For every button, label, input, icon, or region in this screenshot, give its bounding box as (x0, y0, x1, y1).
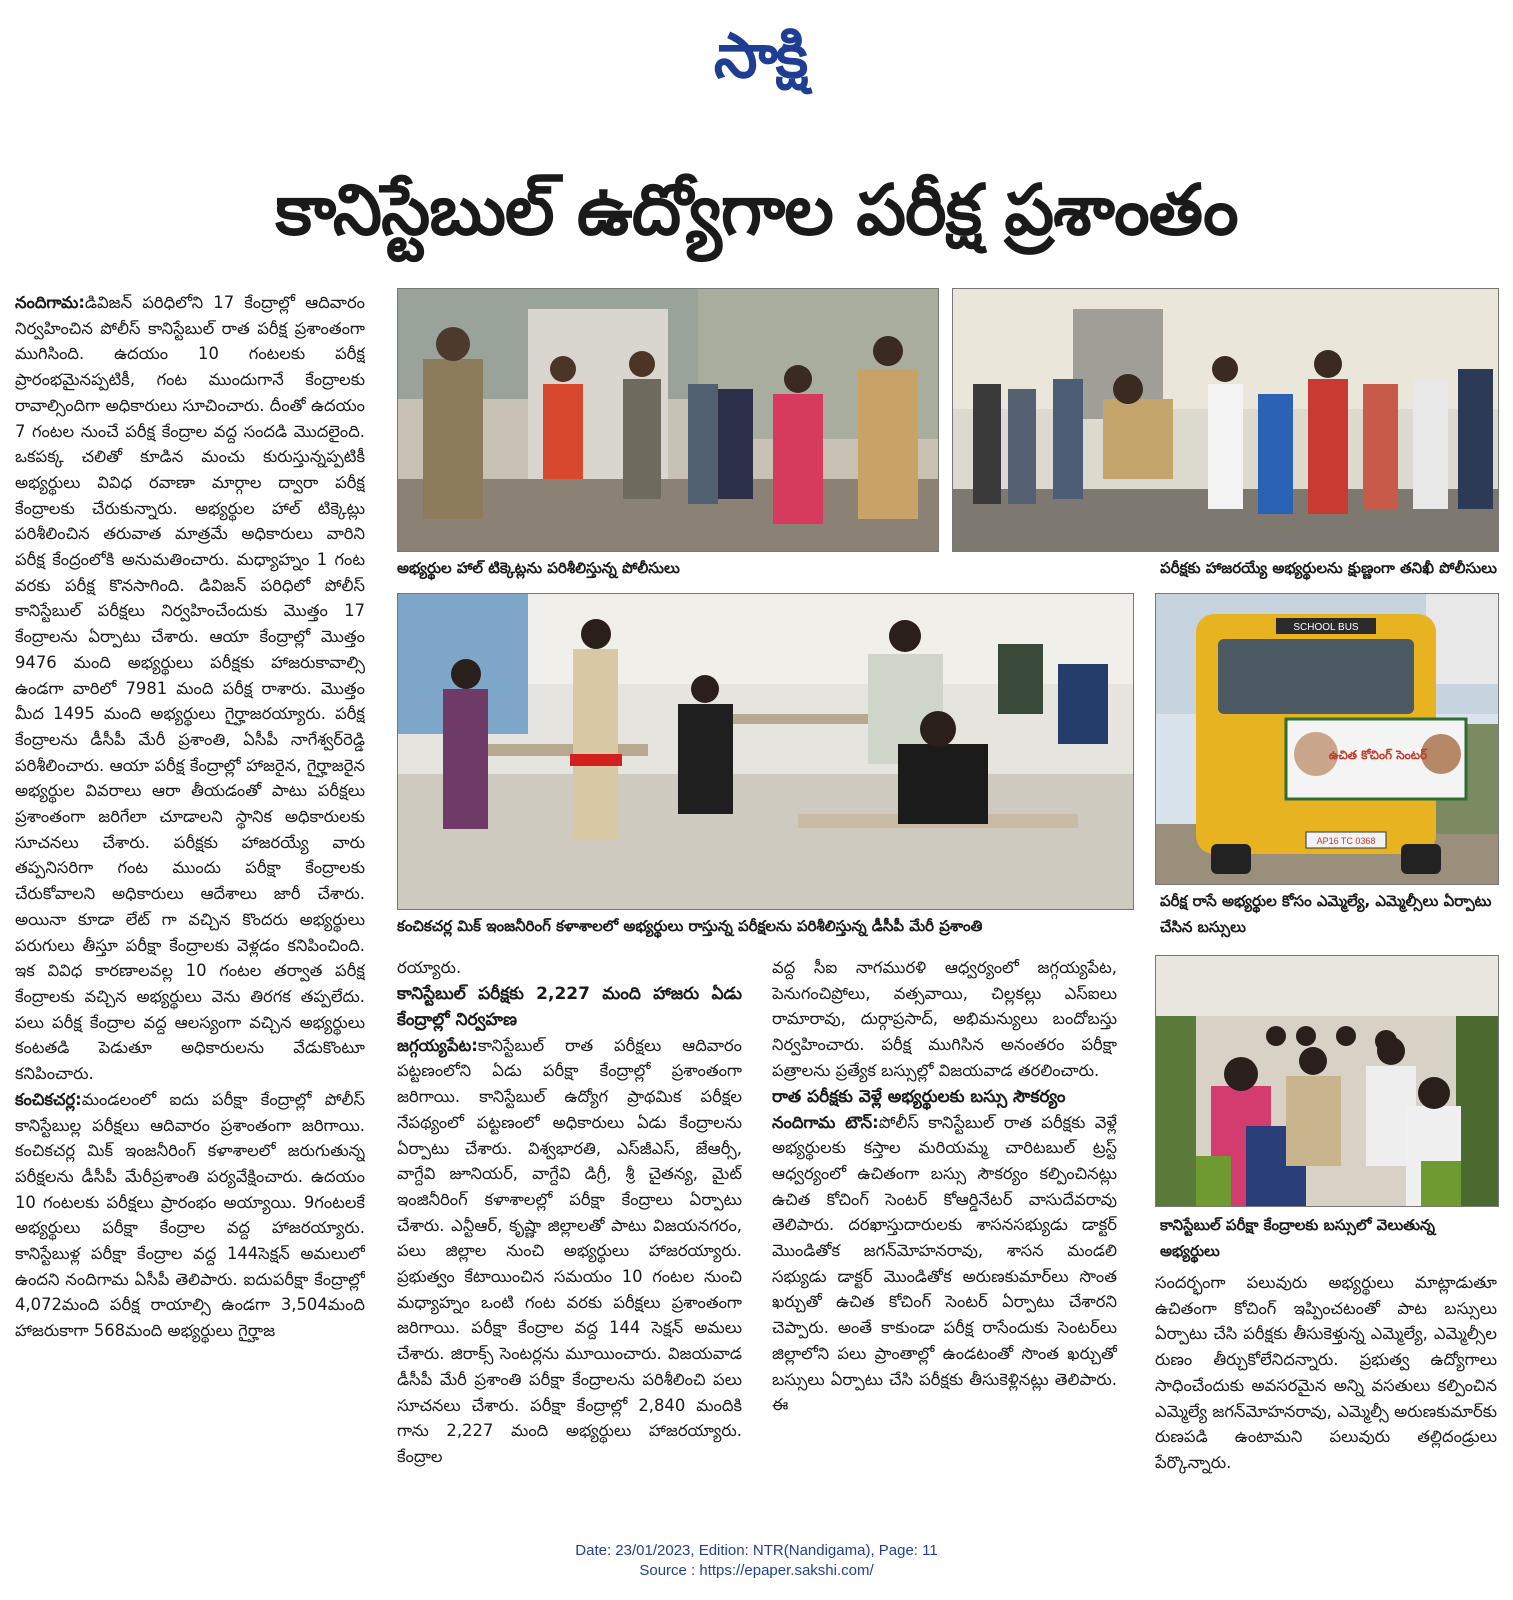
exam-hall-photo-image (398, 594, 1133, 909)
middle-continuation: రయ్యారు. (397, 958, 462, 977)
caption-bus-interior: కానిస్టేబుల్ పరీక్షా కేంద్రాలకు బస్సులో వెలుతున్న అభ్యర్థులు (1160, 1216, 1435, 1260)
bus-plate: AP16 TC 0368 (1316, 836, 1376, 846)
middle-column (397, 955, 742, 1495)
photo-school-bus (1155, 593, 1499, 885)
footer-date-edition: Date: 23/01/2023, Edition: NTR(Nandigama), Page: 11 (575, 1542, 938, 1559)
dateline-jaggayyapeta: జగ్గయ్యపేట: (397, 1035, 478, 1055)
bus-interior-photo-image (1156, 956, 1498, 1206)
middle-text: కానిస్టేబుల్ రాత పరీక్షలు ఆదివారం పట్టణంలోని ఏడు పరీక్షా కేంద్రాల్లో ప్రశాంతంగా జరిగాయి. కానిస్టేబుల్ ఉద్యోగ ప్రాథమిక పరీక్షల నేపథ్యంలో పట్టణంలో అధికారులు ఏడు కేంద్రాలను ఏర్పాటు చేశారు. విశ్వభారతి, ఎస్‌జీఎస్, జేఆర్సీ, వాగ్దేవి జూనియర్, వాగ్దేవి డిగ్రీ, శ్రీ చైతన్య, మైట్ ఇంజినీరింగ్ కళాశాలల్లో పరీక్షా కేంద్రాలు ఏర్పాటు చేశారు. ఎన్టీఆర్, కృష్ణా జిల్లాలతో పాటు విజయనగరం, పలు జిల్లాల నుంచి అభ్యర్థులు హాజరయ్యారు. ప్రభుత్వం కేటాయించిన సమయం 10 గంటల నుంచి మధ్యాహ్నం ఒంటి గంట వరకు పరీక్షలు ప్రశాంతంగా జరిగాయి. పరీక్షా కేంద్రాల వద్ద 144 సెక్షన్ అమలు చేశారు. జిరాక్స్ సెంటర్లను మూయించారు. విజయవాడ డీసీపీ మేరీ ప్రశాంతి పరీక్షా కేంద్రాలను పరిశీలించి పలు సూచనలు చేశారు. పరీక్షా కేంద్రాల్లో 2,840 మందికి గాను 2,227 మంది అభ్యర్థులు హాజరయ్యారు. కేంద్రాల (397, 1035, 742, 1466)
photo-exam-hall (397, 593, 1134, 910)
photo-hall-ticket-check (397, 288, 939, 552)
logo-text: సాక్షి (713, 19, 807, 92)
caption-frisking: పరీక్షకు హాజరయ్యే అభ్యర్థులను క్షుణ్ణంగా తనిఖీ పోలీసులు (1160, 559, 1497, 577)
frisking-photo-image (953, 289, 1498, 551)
dateline-nandigama: నందిగామ: (15, 293, 85, 312)
sakshi-logo (640, 18, 880, 108)
fourth-para: సందర్భంగా పలువురు అభ్యర్థులు మాట్లాడుతూ ఉచితంగా కోచింగ్ ఇప్పించటంతో పాట బస్సులు ఏర్పాటు చేసి పరీక్షకు తీసుకెళ్తున్న ఎమ్మెల్యే, ఎమ్మెల్సీల రుణం తీర్చుకోలేనిదన్నారు. ప్రభుత్వ ఉద్యోగాలు సాధించేందుకు అవసరమైన అన్ని వసతులు కల్పించిన ఎమ్మెల్యే జగన్‌మోహనరావు, ఎమ్మెల్సీ అరుణకుమార్‌కు రుణపడి ఉంటామని పలువురు తల్లిదండ్రులు పేర్కొన్నారు. (1155, 1273, 1497, 1472)
left-column (15, 290, 365, 1485)
bus-photo-image (1156, 594, 1498, 884)
left-text-2: మండలంలో ఐదు పరీక్షా కేంద్రాల్లో పోలీస్ కానిస్టేబుల్ల పరీక్షలు ఆదివారం ప్రశాంతంగా జరిగాయి. కంచికచర్ల మిక్ ఇంజనీరింగ్ కళాశాలలో జరుగుతున్న పరీక్షలను డీసీపీ మేరీప్రశాంతి పర్యవేక్షించారు. ఉదయం 10 గంటలకు పరీక్షలు ప్రారంభం అయ్యాయి. 9గంటలకే అభ్యర్థులు పరీక్షా కేంద్రాల వద్ద హాజరయ్యారు. కానిస్టేబుళ్ల పరీక్షా కేంద్రాల వద్ద 144సెక్షన్ అమలులో ఉందని నందిగామ ఏసీపీ తెలిపారు. ఐదుపరీక్షా కేంద్రాల్లో 4,072మంది పరీక్ష రాయాల్సి ఉండగా 3,504మంది హాజరుకాగా 568మంది అభ్యర్థులు గైర్హాజ (15, 1089, 365, 1341)
dateline-kanchikacherla: కంచికచర్ల: (15, 1089, 82, 1109)
third-para-2 (772, 1110, 1117, 1418)
bus-sign-text: SCHOOL BUS (1293, 622, 1359, 633)
dateline-nandigama-town: నందిగామ టౌన్: (772, 1112, 879, 1132)
photo-bus-interior (1155, 955, 1499, 1207)
left-para-2 (15, 1087, 365, 1344)
caption-hall-ticket: అభ్యర్థుల హాల్ టిక్కెట్లను పరిశీలిస్తున్న పోలీసులు (397, 559, 680, 577)
footer-source-link[interactable]: Source : https://epaper.sakshi.com/ (639, 1562, 874, 1579)
caption-exam-hall: కంచికచర్ల మిక్ ఇంజనీరింగ్ కళాశాలలో అభ్యర్థులు రాస్తున్న పరీక్షలను పరిశీలిస్తున్న డీసీపీ మేరీ ప్రశాంతి (397, 917, 983, 935)
fourth-column (1155, 1270, 1497, 1495)
third-column (772, 955, 1117, 1495)
caption-bus: పరీక్ష రాసే అభ్యర్థుల కోసం ఎమ్మెల్యే, ఎమ్మెల్సీలు ఏర్పాటు చేసిన బస్సులు (1160, 892, 1492, 936)
photo-frisking-candidates (952, 288, 1499, 552)
left-para-1 (15, 290, 365, 1087)
left-text-1: డివిజన్ పరిధిలోని 17 కేంద్రాల్లో ఆదివారం నిర్వహించిన పోలీస్ కానిస్టేబుల్ రాత పరీక్ష ప్రశాంతంగా ముగిసింది. ఉదయం 10 గంటలకు పరీక్ష ప్రారంభమైనప్పటికీ, గంట ముందుగానే కేంద్రాలకు రావాల్సిందిగా అధికారులు సూచించారు. దీంతో ఉదయం 7 గంటల నుంచే పరీక్ష కేంద్రాల వద్ద సందడి మొదలైంది. ఒకపక్క చలితో కూడిన మంచు కురుస్తున్నప్పటికీ అభ్యర్థులు వివిధ రవాణా మార్గాల ద్వారా పరీక్ష కేంద్రాలకు చేరుకున్నారు. అభ్యర్థుల హాల్ టిక్కెట్లు పరిశీలించిన తరువాత మాత్రమే అధికారులు వారిని పరీక్ష కేంద్రంలోకి అనుమతించారు. మధ్యాహ్నం 1 గంట వరకు పరీక్ష కొనసాగింది. డివిజన్ పరిధిలో పోలీస్ కానిస్టేబుల్ పరీక్షలు నిర్వహించేందుకు మొత్తం 17 కేంద్రాలను ఏర్పాటు చేశారు. ఆయా కేంద్రాల్లో మొత్తం 9476 మంది అభ్యర్థులు పరీక్షకు హాజరుకావాల్సి ఉండగా వారిలో 7981 మంది పరీక్ష రాశారు. మొత్తం మీద 1495 మంది అభ్యర్థులు గైర్హాజరయ్యారు. పరీక్ష కేంద్రాలను డీసీపీ మేరీ ప్రశాంతి, ఏసీపీ నాగేశ్వర్‌రెడ్డి పరిశీలించారు. ఆయా పరీక్ష కేంద్రాల్లో హాజరైన, గైర్హాజరైన అభ్యర్థుల వివరాలు ఆరా తీయడంతో పాటు పరీక్షలు ప్రశాంతంగా జరిగేలా చూడాలని స్థానిక అధికారులకు సూచనలు చేశారు. పరీక్షకు హాజరయ్యే వారు తప్పనిసరిగా గంట ముందు పరీక్షా కేంద్రాలకు చేరుకోవాలని అధికారులు ఆదేశాలు జారీ చేశారు. అయినా కూడా లేట్ గా వచ్చిన కొందరు అభ్యర్థులు పరుగులు తీస్తూ పరీక్షా కేంద్రాలకు వెళ్లడం కనిపించింది. ఇక వివిధ కారణాలవల్ల 10 గంటల తర్వాత పరీక్ష కేంద్రాలకు వచ్చిన అభ్యర్థులు వెను తిరగక తప్పలేదు. పలు పరీక్ష కేంద్రాల వద్ద ఆలస్యంగా వచ్చిన అభ్యర్థులు కంటతడి పెడుతూ అధికారులను వేడుకొంటూ కనిపించారు. (15, 293, 365, 1084)
banner-text: ఉచిత కోచింగ్ సెంటర్ (1328, 748, 1428, 762)
middle-para (397, 1033, 742, 1470)
third-subhead: రాత పరీక్షకు వెళ్లే అభ్యర్థులకు బస్సు సౌకర్యం (772, 1086, 1066, 1107)
third-text: పోలీస్ కానిస్టేబుల్ రాత పరీక్షకు వెళ్లే అభ్యర్థులకు కస్తాల మరియమ్మ చారిటబుల్ ట్రస్ట్ ఆధ్వర్యంలో ఉచితంగా బస్సు సౌకర్యం కల్పించినట్లు ఉచిత కోచింగ్ సెంటర్ కోఆర్డినేటర్ వాసుదేవరావు తెలిపారు. దరఖాస్తుదారులకు శాసనసభ్యుడు డాక్టర్ మొండితోక జగన్‌మోహనరావు, శాసన మండలి సభ్యుడు డాక్టర్ మొండితోక అరుణకుమార్‌లు సొంత ఖర్చుతో ఉచిత కోచింగ్ సెంటర్ ఏర్పాటు చేశారని చెప్పారు. అంతే కాకుండా పరీక్ష రాసేందుకు సెంటర్‌లు జిల్లాలోని పలు ప్రాంతాల్లో ఉండటంతో సొంత ఖర్చుతో బస్సులు ఏర్పాటు చేసి పరీక్షకు తీసుకెళ్లినట్లు తెలిపారు. ఈ (772, 1112, 1117, 1415)
middle-subhead: కానిస్టేబుల్ పరీక్షకు 2,227 మంది హాజరు ఏడు కేంద్రాల్లో నిర్వహణ (397, 983, 742, 1030)
hall-ticket-photo-image (398, 289, 938, 551)
headline: కానిస్టేబుల్ ఉద్యోగాల పరీక్ష ప్రశాంతం (275, 169, 1238, 251)
third-para-1: వద్ద సీఐ నాగమురళి ఆధ్వర్యంలో జగ్గయ్యపేట, పెనుగంచిప్రోలు, వత్సవాయి, చిల్లకల్లు ఎస్ఐలు రామారావు, దుర్గాప్రసాద్, అభిమన్యులు బందోబస్తు నిర్వహించారు. పరీక్ష ముగిసిన అనంతరం పరీక్షా పత్రాలను ప్రత్యేక బస్సుల్లో విజయవాడ తరలించారు. (772, 958, 1117, 1080)
